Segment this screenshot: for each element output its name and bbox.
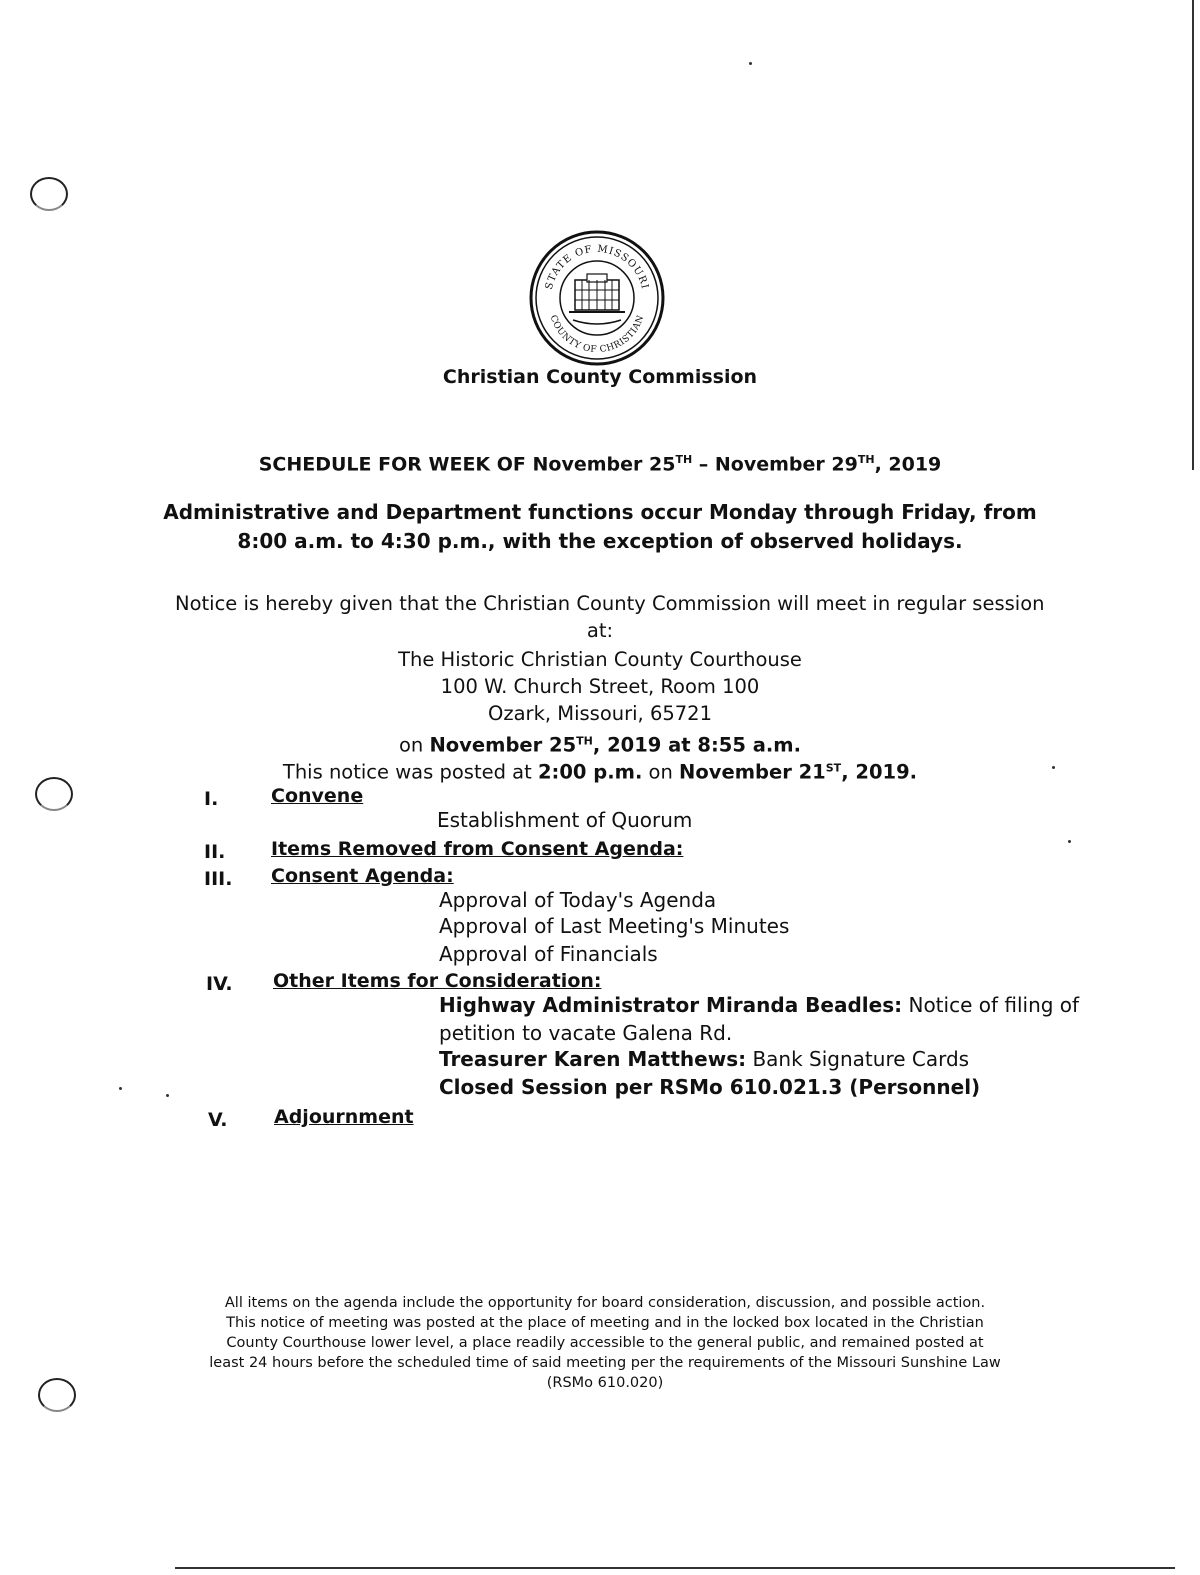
location-address: 100 W. Church Street, Room 100 bbox=[440, 675, 760, 698]
agenda-item: Approval of Today's Agenda bbox=[439, 888, 717, 912]
meeting-datetime: on November 25TH, 2019 at 8:55 a.m. bbox=[398, 733, 802, 757]
agenda-numeral: IV. bbox=[206, 973, 233, 995]
agenda-numeral: III. bbox=[204, 868, 233, 890]
footer-line: All items on the agenda include the opportunity for board consideration, discussion, and possible action. bbox=[224, 1295, 986, 1311]
seal-top-text: STATE OF MISSOURI bbox=[543, 243, 651, 291]
agenda-heading-items-removed: Items Removed from Consent Agenda: bbox=[271, 838, 684, 860]
agenda-heading-adjournment: Adjournment bbox=[274, 1106, 414, 1128]
agenda-item: Approval of Last Meeting's Minutes bbox=[439, 914, 790, 938]
footer-line: County Courthouse lower level, a place readily accessible to the general public, and remained posted at bbox=[226, 1335, 984, 1351]
footer-line: This notice of meeting was posted at the place of meeting and in the locked box located in the Christian bbox=[226, 1315, 984, 1331]
county-seal bbox=[529, 230, 665, 366]
agenda-numeral: I. bbox=[204, 788, 219, 810]
org-name: Christian County Commission bbox=[442, 366, 758, 388]
scan-speck bbox=[1068, 840, 1071, 843]
scan-edge-bottom bbox=[175, 1567, 1175, 1569]
agenda-item: petition to vacate Galena Rd. bbox=[439, 1021, 733, 1045]
agenda-heading-other-items: Other Items for Consideration: bbox=[273, 970, 602, 992]
agenda-item: Closed Session per RSMo 610.021.3 (Personnel) bbox=[439, 1075, 981, 1099]
agenda-item: Approval of Financials bbox=[439, 942, 658, 966]
agenda-item: Treasurer Karen Matthews: Bank Signature Cards bbox=[439, 1047, 970, 1071]
agenda-heading-convene: Convene bbox=[271, 785, 364, 807]
posted-notice: This notice was posted at 2:00 p.m. on November 21ST, 2019. bbox=[282, 760, 918, 784]
location-name: The Historic Christian County Courthouse bbox=[398, 648, 802, 671]
punch-hole-bottom bbox=[38, 1378, 76, 1412]
punch-hole-top bbox=[30, 177, 68, 211]
courthouse-icon bbox=[569, 274, 625, 324]
scan-speck bbox=[166, 1094, 169, 1097]
legal-footer bbox=[170, 1293, 1040, 1393]
scan-speck bbox=[749, 62, 752, 65]
office-hours-line: 8:00 a.m. to 4:30 p.m., with the exception of observed holidays. bbox=[237, 529, 963, 553]
agenda-item: Highway Administrator Miranda Beadles: Notice of filing of bbox=[439, 993, 1080, 1017]
notice-at: at: bbox=[586, 619, 614, 642]
office-hours-line: Administrative and Department functions occur Monday through Friday, from bbox=[163, 500, 1037, 524]
scan-speck bbox=[119, 1087, 122, 1090]
agenda-heading-consent: Consent Agenda: bbox=[271, 865, 454, 887]
agenda-numeral: V. bbox=[208, 1109, 228, 1131]
location-city: Ozark, Missouri, 65721 bbox=[488, 702, 712, 725]
schedule-title: SCHEDULE FOR WEEK OF November 25TH – November 29TH, 2019 bbox=[258, 453, 942, 476]
office-hours bbox=[150, 498, 1050, 556]
footer-line: (RSMo 610.020) bbox=[546, 1375, 664, 1391]
footer-line: least 24 hours before the scheduled time of said meeting per the requirements of the Missouri Sunshine Law bbox=[209, 1355, 1001, 1371]
scan-edge-right bbox=[1192, 0, 1194, 470]
agenda-numeral: II. bbox=[204, 841, 226, 863]
seal-bottom-text: COUNTY OF CHRISTIAN bbox=[547, 313, 647, 356]
notice-intro: Notice is hereby given that the Christian County Commission will meet in regular session bbox=[175, 592, 1045, 615]
agenda-item: Establishment of Quorum bbox=[437, 808, 693, 832]
